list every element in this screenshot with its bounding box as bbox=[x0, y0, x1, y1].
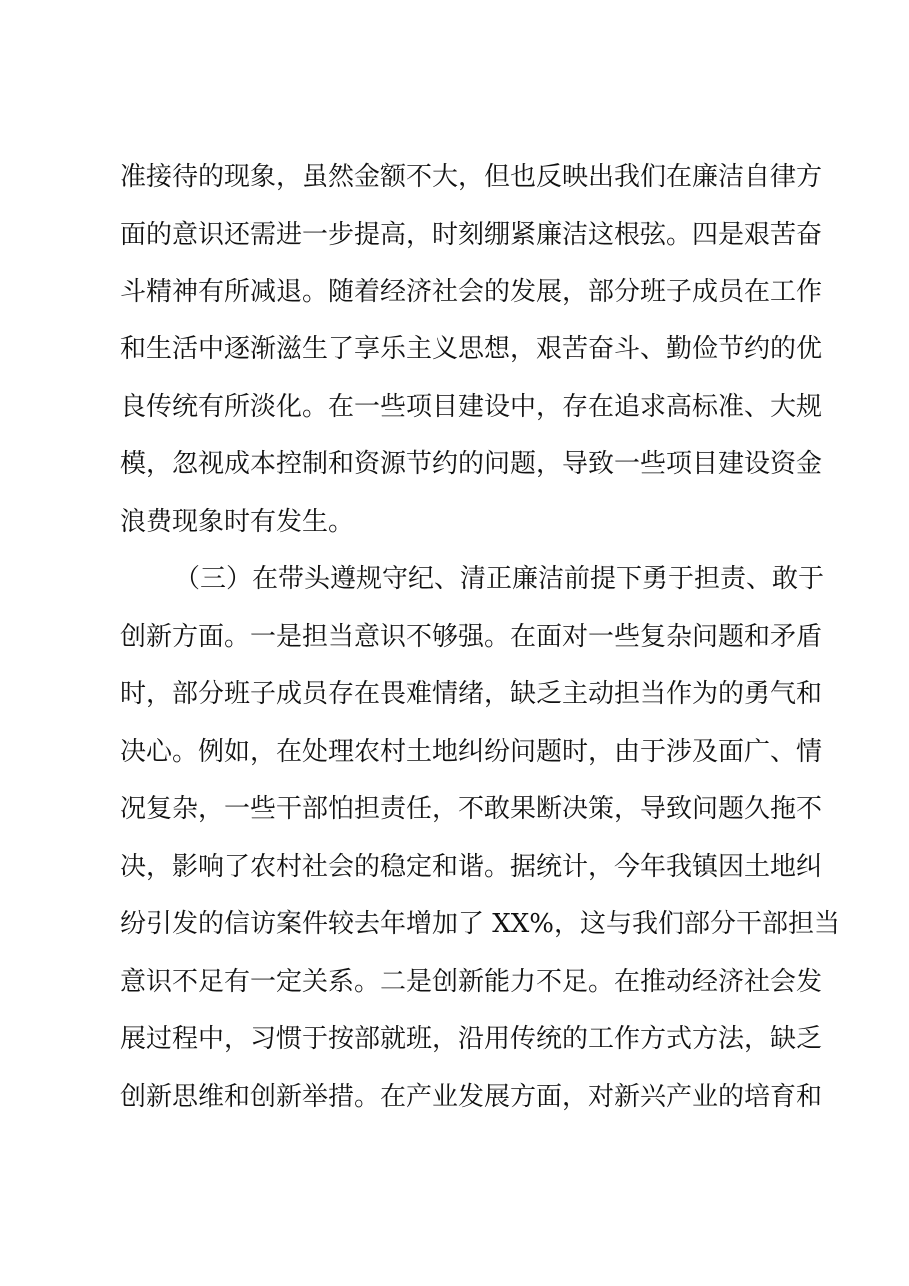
text-line: 模，忽视成本控制和资源节约的问题，导致一些项目建设资金 bbox=[120, 449, 823, 479]
text-line: 浪费现象时有发生。 bbox=[120, 507, 355, 537]
text-line: 斗精神有所减退。随着经济社会的发展，部分班子成员在工作 bbox=[120, 277, 823, 307]
text-line: 决，影响了农村社会的稳定和谐。据统计，今年我镇因土地纠 bbox=[120, 852, 823, 882]
text-line: 创新方面。一是担当意识不够强。在面对一些复杂问题和矛盾 bbox=[120, 622, 823, 652]
text-line: 况复杂，一些干部怕担责任，不敢果断决策，导致问题久拖不 bbox=[120, 794, 823, 824]
text-line: 和生活中逐渐滋生了享乐主义思想，艰苦奋斗、勤俭节约的优 bbox=[120, 334, 823, 364]
text-line: 纷引发的信访案件较去年增加了 XX%，这与我们部分干部担当 bbox=[120, 909, 840, 939]
text-line: 决心。例如，在处理农村土地纠纷问题时，由于涉及面广、情 bbox=[120, 737, 823, 767]
section-heading-line: （三）在带头遵规守纪、清正廉洁前提下勇于担责、敢于 bbox=[174, 564, 825, 594]
text-line: 良传统有所淡化。在一些项目建设中，存在追求高标准、大规 bbox=[120, 392, 823, 422]
text-line: 意识不足有一定关系。二是创新能力不足。在推动经济社会发 bbox=[120, 967, 823, 997]
text-line: 准接待的现象，虽然金额不大，但也反映出我们在廉洁自律方 bbox=[120, 162, 823, 192]
text-line: 展过程中，习惯于按部就班，沿用传统的工作方式方法，缺乏 bbox=[120, 1024, 823, 1054]
text-line: 时，部分班子成员存在畏难情绪，缺乏主动担当作为的勇气和 bbox=[120, 679, 823, 709]
text-line: 面的意识还需进一步提高，时刻绷紧廉洁这根弦。四是艰苦奋 bbox=[120, 220, 823, 250]
text-line: 创新思维和创新举措。在产业发展方面，对新兴产业的培育和 bbox=[120, 1082, 823, 1112]
